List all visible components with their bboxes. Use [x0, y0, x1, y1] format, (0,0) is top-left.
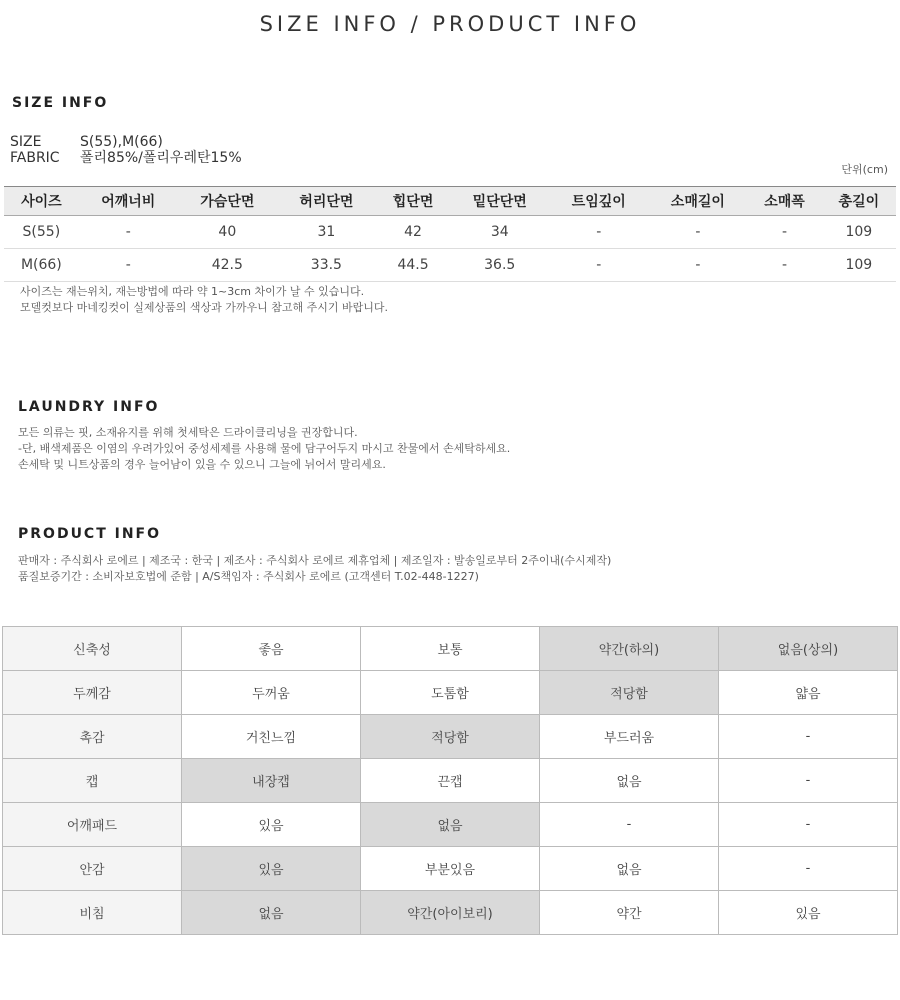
page-title: SIZE INFO / PRODUCT INFO [259, 12, 641, 36]
attribute-option: 부드러움 [540, 715, 719, 759]
attribute-option: 있음 [182, 803, 361, 847]
header-cell: 허리단면 [277, 187, 376, 216]
attribute-row [3, 759, 898, 803]
attribute-option: 있음 [719, 891, 898, 935]
attribute-label: 안감 [3, 847, 182, 891]
table-cell: 36.5 [450, 249, 549, 282]
attribute-label: 비침 [3, 891, 182, 935]
attribute-option: 거친느낌 [182, 715, 361, 759]
table-cell: - [648, 249, 747, 282]
header-cell: 힙단면 [376, 187, 450, 216]
attribute-row [3, 671, 898, 715]
attribute-table [2, 626, 898, 935]
attribute-label: 캡 [3, 759, 182, 803]
fabric-value: 폴리85%/폴리우레탄15% [80, 150, 242, 166]
header-cell: 소매폭 [747, 187, 821, 216]
fabric-spec [10, 150, 242, 166]
attribute-option: 없음(상의) [719, 627, 898, 671]
attribute-option: 두꺼움 [182, 671, 361, 715]
product-info-heading: PRODUCT INFO [18, 526, 162, 542]
laundry-line: -단, 배색제품은 이염의 우려가있어 중성세제를 사용해 물에 담구어두지 마시고 찬물에서 손세탁하세요. [18, 442, 511, 455]
table-cell: - [747, 216, 821, 249]
attribute-option: - [719, 715, 898, 759]
product-line: 판매자 : 주식회사 로에르 | 제조국 : 한국 | 제조사 : 주식회사 로에르 제휴업체 | 제조일자 : 발송일로부터 2주이내(수시제작) [18, 554, 612, 567]
attribute-option: - [540, 803, 719, 847]
attribute-option: 부분있음 [361, 847, 540, 891]
size-table [4, 186, 896, 282]
table-cell: S(55) [4, 216, 79, 249]
attribute-option: 좋음 [182, 627, 361, 671]
table-cell: 109 [822, 216, 896, 249]
product-line: 품질보증기간 : 소비자보호법에 준함 | A/S책임자 : 주식회사 로에르 (고객센터 T.02-448-1227) [18, 570, 479, 583]
attribute-option: - [719, 847, 898, 891]
table-row [4, 216, 896, 249]
attribute-option: 보통 [361, 627, 540, 671]
attribute-label: 어깨패드 [3, 803, 182, 847]
table-cell: - [747, 249, 821, 282]
product-notes [18, 553, 611, 585]
attribute-option: 약간(하의) [540, 627, 719, 671]
attribute-option: 적당함 [540, 671, 719, 715]
attribute-option: 약간(아이보리) [361, 891, 540, 935]
header-cell: 어깨너비 [79, 187, 178, 216]
note-line: 모델컷보다 마네킹컷이 실제상품의 색상과 가까우니 참고해 주시기 바랍니다. [20, 301, 389, 314]
attribute-option: 없음 [182, 891, 361, 935]
laundry-notes [18, 425, 510, 473]
table-cell: - [549, 216, 648, 249]
attribute-option: 약간 [540, 891, 719, 935]
table-cell: 34 [450, 216, 549, 249]
attribute-option: 없음 [361, 803, 540, 847]
table-cell: M(66) [4, 249, 79, 282]
table-cell: - [79, 216, 178, 249]
header-cell: 소매길이 [648, 187, 747, 216]
header-cell: 가슴단면 [178, 187, 277, 216]
header-cell: 밑단단면 [450, 187, 549, 216]
size-notes [20, 284, 388, 316]
attribute-option: - [719, 803, 898, 847]
table-cell: - [648, 216, 747, 249]
attribute-row [3, 627, 898, 671]
attribute-option: 있음 [182, 847, 361, 891]
table-cell: 31 [277, 216, 376, 249]
attribute-option: - [719, 759, 898, 803]
size-table-header-row [4, 187, 896, 216]
attribute-row [3, 891, 898, 935]
header-cell: 총길이 [822, 187, 896, 216]
laundry-line: 모든 의류는 핏, 소재유지를 위해 첫세탁은 드라이클리닝을 권장합니다. [18, 426, 358, 439]
table-cell: 33.5 [277, 249, 376, 282]
attribute-label: 신축성 [3, 627, 182, 671]
laundry-line: 손세탁 및 니트상품의 경우 늘어남이 있을 수 있으니 그늘에 뉘어서 말리세요. [18, 458, 386, 471]
table-cell: 42 [376, 216, 450, 249]
table-row [4, 249, 896, 282]
unit-label: 단위(cm) [841, 163, 888, 176]
size-label: SIZE [10, 134, 42, 150]
fabric-label: FABRIC [10, 150, 60, 166]
size-spec [10, 134, 163, 150]
attribute-label: 두께감 [3, 671, 182, 715]
attribute-label: 촉감 [3, 715, 182, 759]
header-cell: 트임깊이 [549, 187, 648, 216]
attribute-row [3, 847, 898, 891]
attribute-option: 적당함 [361, 715, 540, 759]
size-value: S(55),M(66) [80, 134, 163, 150]
laundry-info-heading: LAUNDRY INFO [18, 399, 160, 415]
header-cell: 사이즈 [4, 187, 79, 216]
attribute-option: 없음 [540, 759, 719, 803]
table-cell: 44.5 [376, 249, 450, 282]
table-cell: 40 [178, 216, 277, 249]
attribute-row [3, 803, 898, 847]
attribute-option: 도톰함 [361, 671, 540, 715]
attribute-row [3, 715, 898, 759]
attribute-option: 끈캡 [361, 759, 540, 803]
attribute-option: 얇음 [719, 671, 898, 715]
attribute-option: 없음 [540, 847, 719, 891]
attribute-option: 내장캡 [182, 759, 361, 803]
note-line: 사이즈는 재는위치, 재는방법에 따라 약 1~3cm 차이가 날 수 있습니다. [20, 285, 365, 298]
size-info-heading: SIZE INFO [12, 95, 109, 111]
table-cell: - [79, 249, 178, 282]
table-cell: 42.5 [178, 249, 277, 282]
table-cell: - [549, 249, 648, 282]
table-cell: 109 [822, 249, 896, 282]
